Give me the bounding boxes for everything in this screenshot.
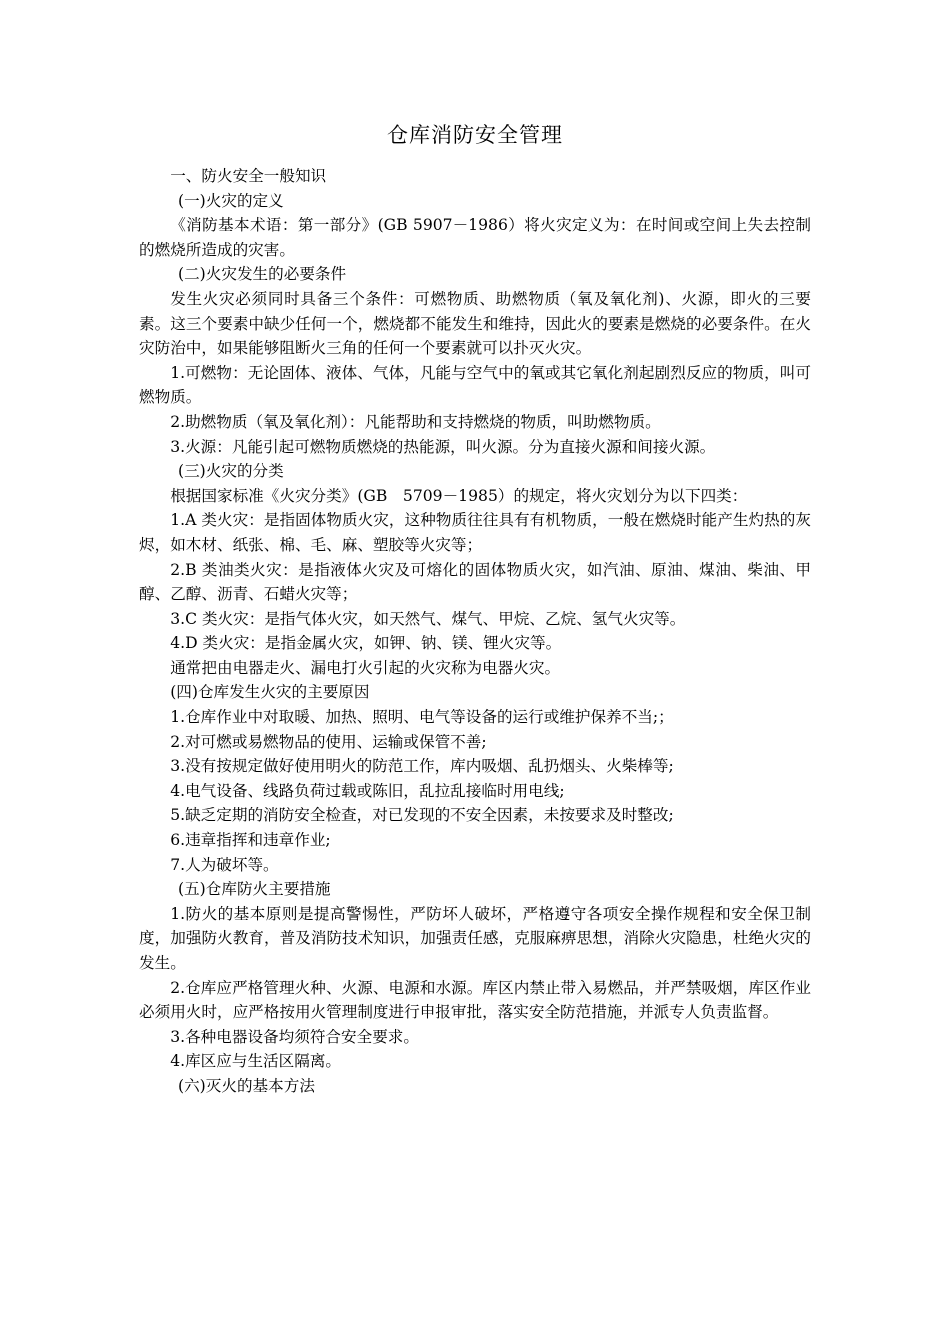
paragraph: 1.防火的基本原则是提高警惕性，严防坏人破坏，严格遵守各项安全操作规程和安全保卫制度，加强防火教育，普及消防技术知识，加强责任感，克服麻痹思想，消除火灾隐患，杜绝火灾的发生。 [139,904,811,972]
paragraph: 4.库区应与生活区隔离。 [170,1052,342,1071]
paragraph: 发生火灾必须同时具备三个条件：可燃物质、助燃物质（氧及氧化剂)、火源，即火的三要素。这三个要素中缺少任何一个，燃烧都不能发生和维持，因此火的要素是燃烧的必要条件。在火灾防治中，如果能够阻断火三角的任何一个要素就可以扑灭火灾。 [139,289,811,358]
paragraph: 2.助燃物质（氧及氧化剂）：凡能帮助和支持燃烧的物质，叫助燃物质。 [170,412,661,431]
paragraph: 3.各种电器设备均须符合安全要求。 [170,1027,419,1046]
paragraph: 3.火源：凡能引起可燃物质燃烧的热能源，叫火源。分为直接火源和间接火源。 [170,437,716,456]
paragraph: 1.A 类火灾：是指固体物质火灾，这种物质往往具有有机物质，一般在燃烧时能产生灼热的灰烬，如木材、纸张、棉、毛、麻、塑胶等火灾等； [139,511,811,554]
paragraph: 7.人为破坏等。 [170,855,279,874]
section-heading: (一)火灾的定义 [178,191,284,210]
section-heading: (三)火灾的分类 [178,462,284,481]
paragraph: 5.缺乏定期的消防安全检查，对已发现的不安全因素，未按要求及时整改; [170,806,674,825]
paragraph: 2.B 类油类火灾：是指液体火灾及可熔化的固体物质火灾，如汽油、原油、煤油、柴油、甲醇、乙醇、沥青、石蜡火灾等； [139,560,811,604]
paragraph: 6.违章指挥和违章作业; [170,831,331,850]
paragraph: 通常把由电器走火、漏电打火引起的火灾称为电器火灾。 [170,658,561,677]
paragraph: 根据国家标准《火灾分类》(GB 5709－1985）的规定，将火灾划分为以下四类： [170,486,748,505]
paragraph: 3.C 类火灾：是指气体火灾，如天然气、煤气、甲烷、乙烷、氢气火灾等。 [170,609,686,628]
paragraph: (四)仓库发生火灾的主要原因 [170,683,370,702]
paragraph: 2.对可燃或易燃物品的使用、运输或保管不善; [170,732,487,751]
paragraph: 4.D 类火灾：是指金属火灾，如钾、钠、镁、锂火灾等。 [170,634,562,653]
paragraph: 1.仓库作业中对取暖、加热、照明、电气等设备的运行或维护保养不当;； [170,708,674,727]
paragraph: 2.仓库应严格管理火种、火源、电源和水源。库区内禁止带入易燃品，并严禁吸烟，库区作业必须用火时，应严格按用火管理制度进行申报审批，落实安全防范措施，并派专人负责监督。 [139,978,811,1022]
paragraph: 1.可燃物：无论固体、液体、气体，凡能与空气中的氧或其它氧化剂起剧烈反应的物质，叫可燃物质。 [139,363,811,407]
section-heading: (五)仓库防火主要措施 [178,880,331,899]
section-heading: (二)火灾发生的必要条件 [178,265,347,284]
document-body [139,164,811,1099]
paragraph: 《消防基本术语：第一部分》(GB 5907－1986）将火灾定义为：在时间或空间上失去控制的燃烧所造成的灾害。 [139,216,811,259]
paragraph: 3.没有按规定做好使用明火的防范工作，库内吸烟、乱扔烟头、火柴棒等; [170,757,674,776]
section-heading: (六)灭火的基本方法 [178,1076,315,1095]
section-heading: 一、防火安全一般知识 [170,167,327,185]
paragraph: 4.电气设备、线路负荷过载或陈旧，乱拉乱接临时用电线; [170,781,565,800]
document-title: 仓库消防安全管理 [387,123,563,147]
